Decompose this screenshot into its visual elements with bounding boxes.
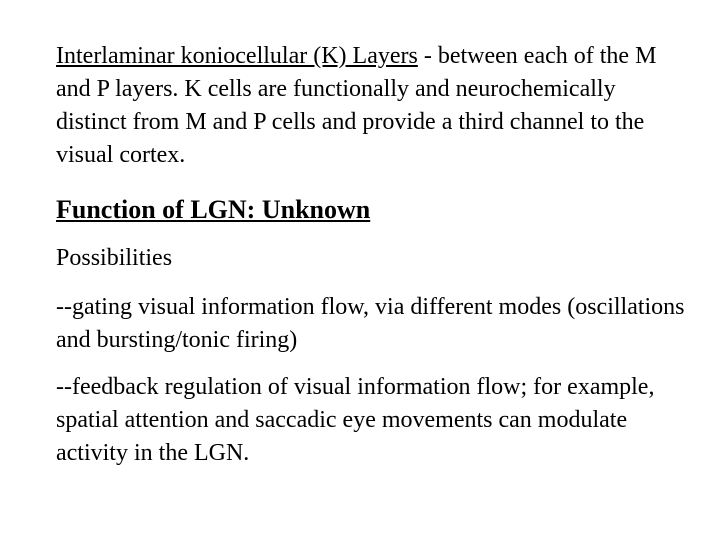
- slide-content: [56, 40, 686, 470]
- section-heading: Function of LGN: Unknown: [56, 195, 371, 224]
- possibility-item-feedback: --feedback regulation of visual information flow; for example, spatial attention and saccadic eye movements can modulate activity in the LGN.: [56, 374, 655, 466]
- intro-text: - between each of the M and P layers. K cells are functionally and neurochemically distinct from M and P cells and provide a third channel to the visual cortex.: [56, 43, 657, 168]
- possibilities-label: Possibilities: [56, 245, 173, 271]
- intro-paragraph: [56, 40, 686, 172]
- possibility-item-gating: --gating visual information flow, via different modes (oscillations and bursting/tonic firing): [56, 294, 685, 353]
- intro-term: Interlaminar koniocellular (K) Layers: [56, 43, 418, 69]
